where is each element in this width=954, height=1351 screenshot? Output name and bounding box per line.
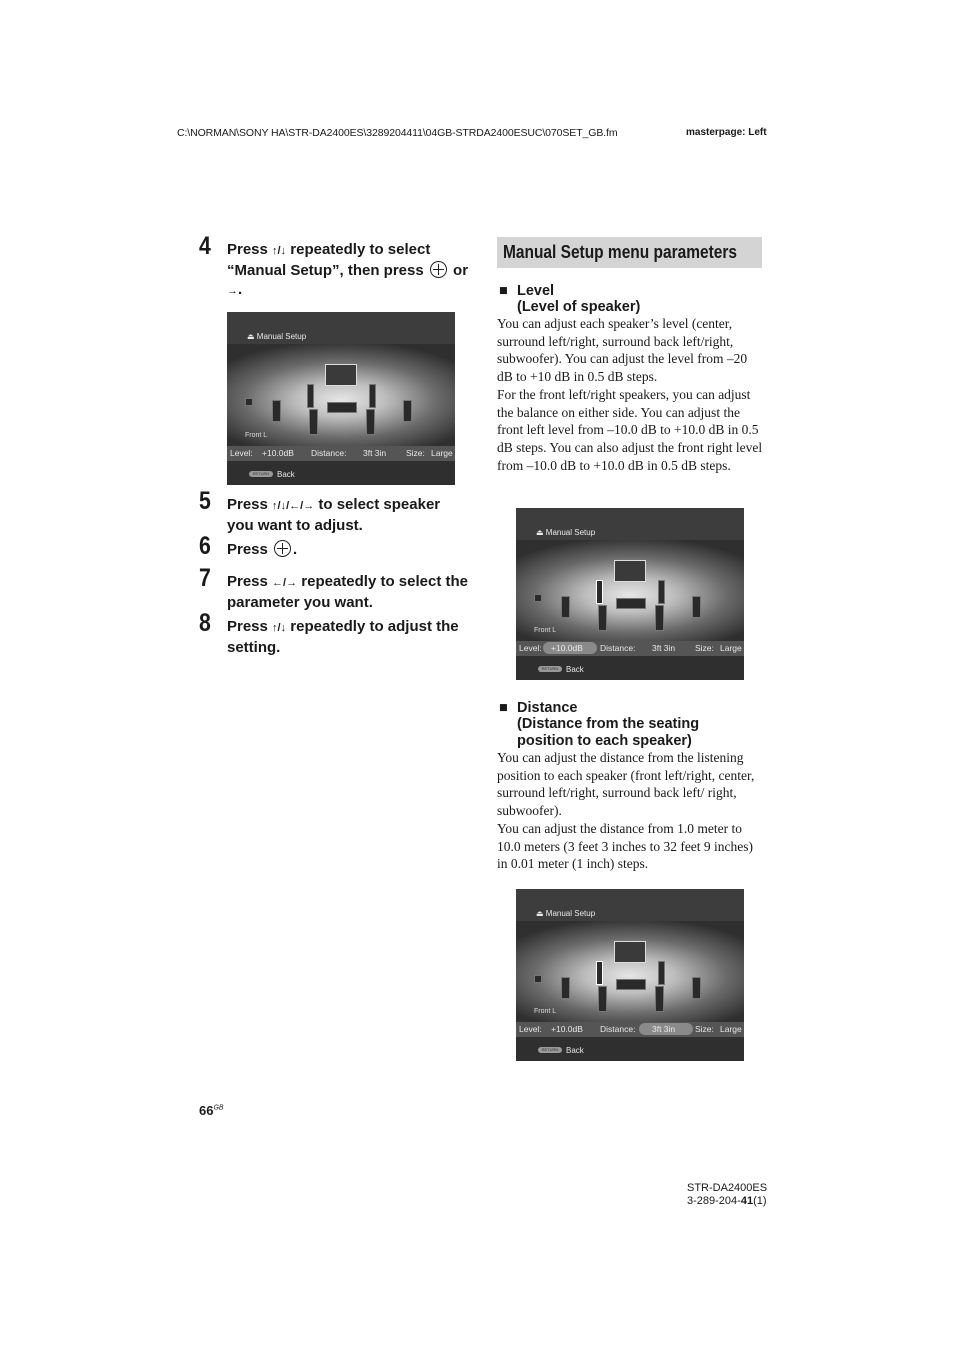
direction-arrows-icon: ↑/↓/←/→	[272, 500, 315, 512]
front-right-speaker-icon	[658, 580, 665, 604]
front-left-speaker-icon	[596, 961, 603, 985]
level-description: You can adjust each speaker’s level (center, surround left/right, surround back left/right, subwoofer). You can adjust the level from –20 dB to +10 dB in 0.5 dB steps. For the front left/right speakers, you can adjust the balance on either side. You can adjust the front left level from –10.0 dB to +10.0 dB in 0.5 dB steps. You can also adjust the front right level from –10.0 dB to +10.0 dB in 0.5 dB steps.	[497, 316, 763, 473]
header-masterpage: masterpage: Left	[686, 127, 767, 138]
step-4-number: 4	[199, 232, 211, 260]
subwoofer-icon	[534, 594, 542, 602]
selected-speaker-label: Front L	[534, 1008, 557, 1015]
center-speaker-icon	[327, 402, 357, 413]
step-8-number: 8	[199, 609, 211, 637]
square-bullet-icon: ■	[499, 700, 508, 716]
distance-heading: ■ Distance (Distance from the seating position to each speaker)	[499, 700, 700, 749]
front-right-speaker-icon	[658, 961, 665, 985]
right-arrow-icon: →	[227, 285, 238, 297]
left-right-arrows-icon: ←/→	[272, 577, 298, 589]
section-title: Manual Setup menu parameters	[503, 242, 737, 262]
step-5-text: Press ↑/↓/←/→ to select speaker you want to adjust.	[227, 496, 441, 534]
tv-icon	[614, 941, 646, 963]
back-label: Back	[277, 470, 295, 479]
manual-setup-screen-3	[516, 889, 744, 1061]
surround-back-left-speaker-icon	[309, 409, 318, 435]
up-down-arrows-icon: ↑/↓	[272, 622, 287, 634]
surround-back-left-speaker-icon	[598, 986, 607, 1012]
surround-back-right-speaker-icon	[655, 986, 664, 1012]
return-button-icon: RETURN	[538, 1047, 562, 1053]
setup-icon: ⏏	[536, 909, 544, 918]
setup-icon: ⏏	[247, 332, 255, 341]
surround-back-right-speaker-icon	[366, 409, 375, 435]
step-8-text: Press ↑/↓ repeatedly to adjust the setting.	[227, 618, 459, 656]
front-right-speaker-icon	[369, 384, 376, 408]
surround-back-left-speaker-icon	[598, 605, 607, 631]
surround-right-speaker-icon	[692, 977, 701, 999]
surround-left-speaker-icon	[272, 400, 281, 422]
selected-speaker-label: Front L	[245, 432, 268, 439]
enter-button-icon	[430, 261, 447, 278]
page-number: $66^{GB}$	[199, 1103, 224, 1118]
setup-icon: ⏏	[536, 528, 544, 537]
step-5-number: 5	[199, 487, 211, 515]
distance-description: You can adjust the distance from the listening position to each speaker (front left/right, center, surround left/right, surround back left/ right, subwoofer). You can adjust the distance from 1.0 meter to 10.0 meters (3 feet 3 inches to 32 feet 9 inches) in 0.01 meter (1 inch) steps.	[497, 750, 755, 872]
square-bullet-icon: ■	[499, 283, 508, 299]
manual-setup-screen-1	[227, 312, 455, 485]
step-4-text: Press ↑/↓ repeatedly to select “Manual Setup”, then press or →.	[227, 241, 469, 298]
center-speaker-icon	[616, 598, 646, 609]
selected-speaker-label: Front L	[534, 627, 557, 634]
surround-back-right-speaker-icon	[655, 605, 664, 631]
subwoofer-icon	[245, 398, 253, 406]
surround-left-speaker-icon	[561, 596, 570, 618]
surround-right-speaker-icon	[403, 400, 412, 422]
step-7-text: Press ←/→ repeatedly to select the parameter you want.	[227, 573, 469, 611]
center-speaker-icon	[616, 979, 646, 990]
front-left-speaker-icon	[596, 580, 603, 604]
screen-title: ⏏ Manual Setup	[536, 528, 596, 537]
step-7-number: 7	[199, 564, 211, 592]
back-label: Back	[566, 665, 584, 674]
surround-right-speaker-icon	[692, 596, 701, 618]
parameter-bar: Level: +10.0dB Distance: 3ft 3in Size: Large	[516, 641, 744, 656]
return-button-icon: RETURN	[249, 471, 273, 477]
step-6-text: Press .	[227, 541, 298, 558]
enter-button-icon	[274, 540, 291, 557]
return-button-icon: RETURN	[538, 666, 562, 672]
back-label: Back	[566, 1046, 584, 1055]
model-info: STR-DA2400ES 3-289-204-41(1)	[687, 1182, 768, 1207]
level-heading: ■ Level (Level of speaker)	[499, 283, 641, 315]
parameter-bar: Level: +10.0dB Distance: 3ft 3in Size: Large	[516, 1022, 744, 1037]
up-down-arrows-icon: ↑/↓	[272, 245, 287, 257]
section-title-bar	[497, 237, 762, 268]
step-6-number: 6	[199, 532, 211, 560]
front-left-speaker-icon	[307, 384, 314, 408]
tv-icon	[325, 364, 357, 386]
screen-title: ⏏ Manual Setup	[247, 332, 307, 341]
subwoofer-icon	[534, 975, 542, 983]
parameter-bar: Level: +10.0dB Distance: 3ft 3in Size: Large	[227, 446, 455, 461]
manual-setup-screen-2	[516, 508, 744, 680]
header-file-path: C:\NORMAN\SONY HA\STR-DA2400ES\3289204411\04GB-STRDA2400ESUC\070SET_GB.fm	[177, 127, 618, 139]
tv-icon	[614, 560, 646, 582]
surround-left-speaker-icon	[561, 977, 570, 999]
screen-title: ⏏ Manual Setup	[536, 909, 596, 918]
